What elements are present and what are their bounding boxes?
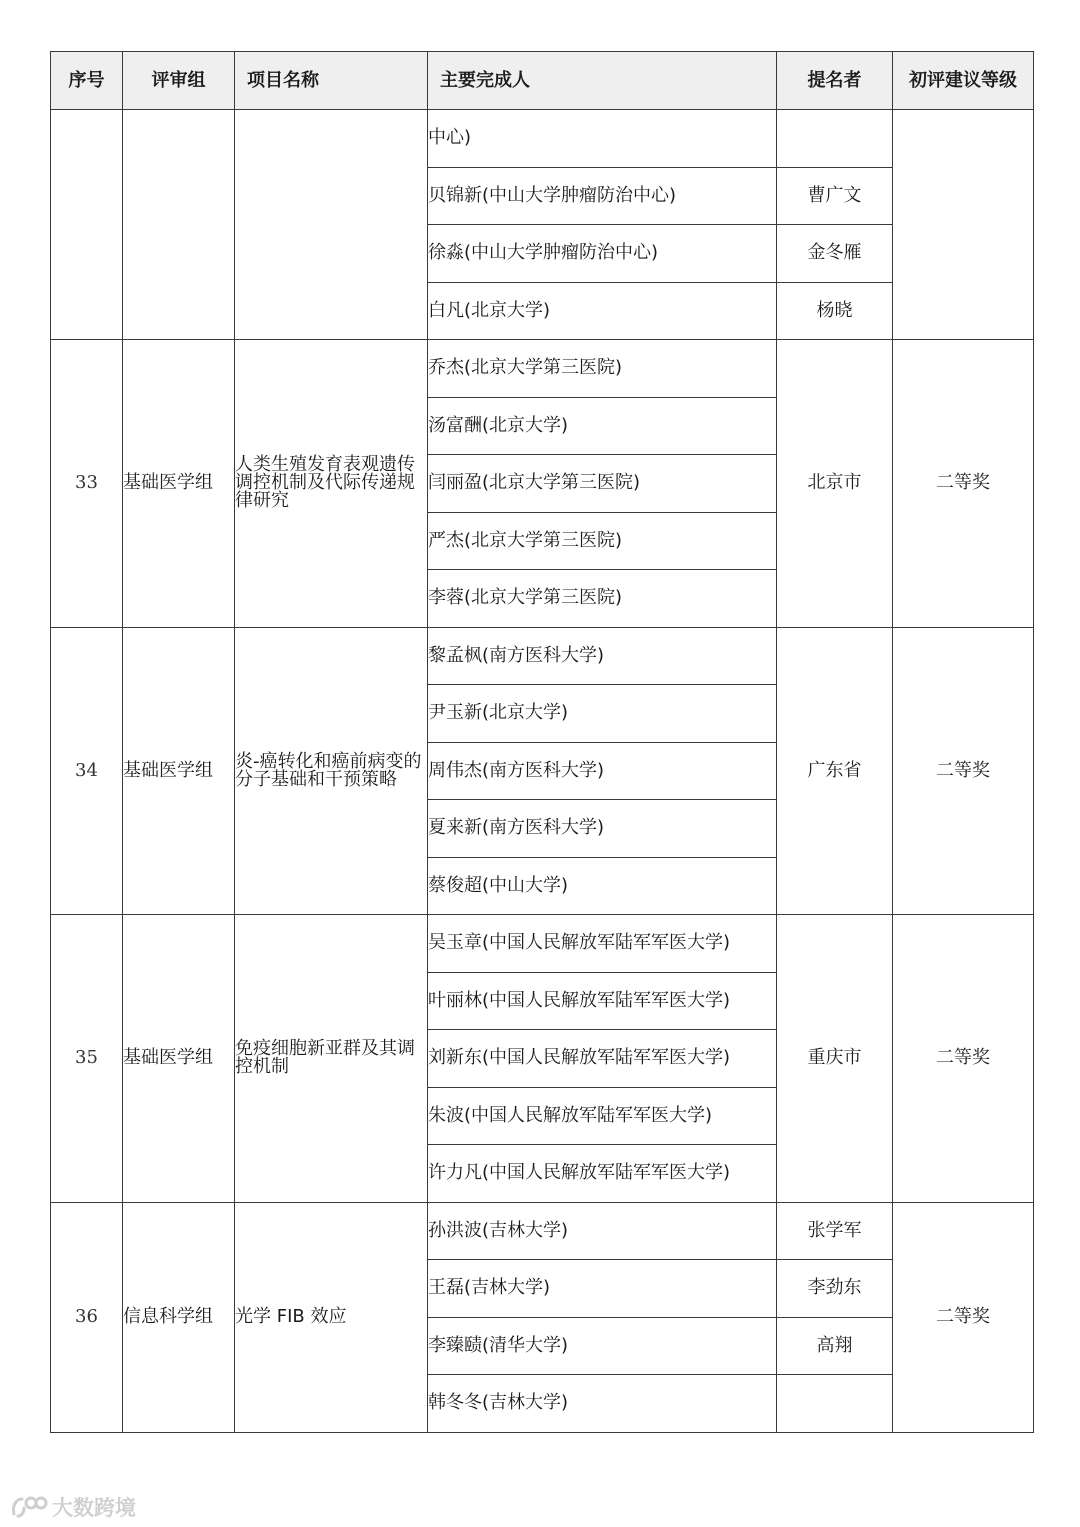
nominator-cell: 高翔: [777, 1317, 893, 1375]
person-cell: 严杰(北京大学第三医院): [428, 512, 777, 570]
row-level: 二等奖: [893, 340, 1034, 628]
person-cell: 夏来新(南方医科大学): [428, 800, 777, 858]
nominator-cell: 李劲东: [777, 1260, 893, 1318]
header-seq: 序号: [51, 52, 123, 110]
header-project: 项目名称: [235, 52, 428, 110]
watermark-text: 大数跨境: [52, 1496, 136, 1520]
header-people: 主要完成人: [428, 52, 777, 110]
row-group: [123, 110, 235, 340]
table-row: [51, 1202, 1034, 1260]
person-cell: 乔杰(北京大学第三医院): [428, 340, 777, 398]
row-level: 二等奖: [893, 915, 1034, 1203]
row-seq: [51, 110, 123, 340]
header-level: 初评建议等级: [893, 52, 1034, 110]
person-cell: 周伟杰(南方医科大学): [428, 742, 777, 800]
nominator-cell: 张学军: [777, 1202, 893, 1260]
header-group: 评审组: [123, 52, 235, 110]
person-cell: 黎孟枫(南方医科大学): [428, 627, 777, 685]
table-row: [51, 110, 1034, 168]
person-cell: 韩冬冬(吉林大学): [428, 1375, 777, 1433]
person-cell: 孙洪波(吉林大学): [428, 1202, 777, 1260]
watermark: [10, 1492, 136, 1522]
person-cell: 李臻赜(清华大学): [428, 1317, 777, 1375]
table-row: [51, 340, 1034, 398]
row-level: 二等奖: [893, 627, 1034, 915]
row-nominator: 重庆市: [777, 915, 893, 1203]
row-project: 光学 FIB 效应: [235, 1202, 428, 1432]
person-cell: 贝锦新(中山大学肿瘤防治中心): [428, 167, 777, 225]
nominator-cell: 曹广文: [777, 167, 893, 225]
row-nominator: 广东省: [777, 627, 893, 915]
person-cell: 许力凡(中国人民解放军陆军军医大学): [428, 1145, 777, 1203]
nominator-cell: 杨晓: [777, 282, 893, 340]
row-level: [893, 110, 1034, 340]
row-level: 二等奖: [893, 1202, 1034, 1432]
person-cell: 汤富酬(北京大学): [428, 397, 777, 455]
row-group: 信息科学组: [123, 1202, 235, 1432]
row-project: 免疫细胞新亚群及其调控机制: [235, 915, 428, 1203]
person-cell: 朱波(中国人民解放军陆军军医大学): [428, 1087, 777, 1145]
row-project: [235, 110, 428, 340]
row-project: 炎-癌转化和癌前病变的分子基础和干预策略: [235, 627, 428, 915]
table-row: [51, 627, 1034, 685]
brand-logo-icon: [10, 1494, 48, 1520]
person-cell: 徐淼(中山大学肿瘤防治中心): [428, 225, 777, 283]
person-cell: 叶丽林(中国人民解放军陆军军医大学): [428, 972, 777, 1030]
row-group: 基础医学组: [123, 627, 235, 915]
header-nominator: 提名者: [777, 52, 893, 110]
row-group: 基础医学组: [123, 915, 235, 1203]
person-cell: 王磊(吉林大学): [428, 1260, 777, 1318]
person-cell: 尹玉新(北京大学): [428, 685, 777, 743]
nominator-cell: 金冬雁: [777, 225, 893, 283]
person-cell: 闫丽盈(北京大学第三医院): [428, 455, 777, 513]
row-seq: 34: [51, 627, 123, 915]
person-cell: 中心): [428, 110, 777, 168]
person-cell: 白凡(北京大学): [428, 282, 777, 340]
person-cell: 吴玉章(中国人民解放军陆军军医大学): [428, 915, 777, 973]
table-row: [51, 915, 1034, 973]
row-seq: 36: [51, 1202, 123, 1432]
row-group: 基础医学组: [123, 340, 235, 628]
row-seq: 35: [51, 915, 123, 1203]
row-project: 人类生殖发育表观遗传调控机制及代际传递规律研究: [235, 340, 428, 628]
nominator-cell: [777, 110, 893, 168]
row-nominator: 北京市: [777, 340, 893, 628]
row-seq: 33: [51, 340, 123, 628]
person-cell: 李蓉(北京大学第三医院): [428, 570, 777, 628]
header-row: [51, 52, 1034, 110]
nominator-cell: [777, 1375, 893, 1433]
person-cell: 刘新东(中国人民解放军陆军军医大学): [428, 1030, 777, 1088]
awards-table: [50, 51, 1034, 1433]
person-cell: 蔡俊超(中山大学): [428, 857, 777, 915]
